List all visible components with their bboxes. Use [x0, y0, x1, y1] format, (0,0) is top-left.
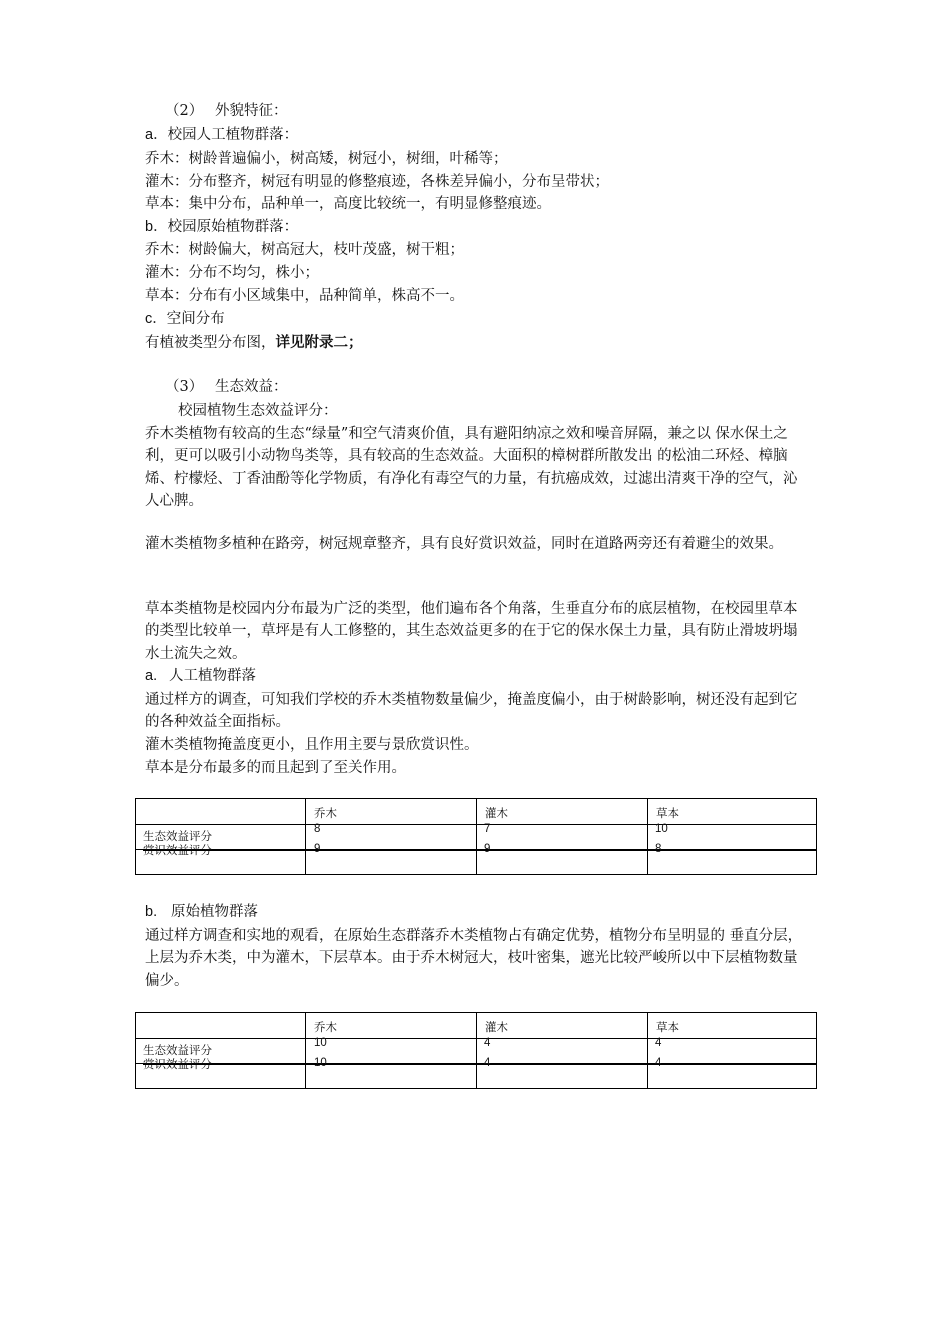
table2-row1-label: 生态效益评分 — [143, 1045, 212, 1057]
section3-title: 生态效益： — [215, 379, 288, 395]
section3-heading — [165, 376, 288, 398]
artificial-paragraph-2: 灌木类植物掩盖度更小，且作用主要与景欣赏识性。 — [145, 737, 479, 753]
shrub-paragraph: 灌木类植物多植种在路旁，树冠规章整齐，具有良好赏识效益，同时在道路两旁还有着避尘的效果。 — [145, 536, 783, 552]
table2-row1-herb: 4 — [655, 1037, 662, 1049]
table1-row1-tree: 8 — [314, 823, 321, 835]
table2-row2-herb: 4 — [655, 1057, 662, 1069]
table1-overlap-line — [143, 850, 817, 851]
section3-b-label: b. — [145, 904, 158, 920]
table-header-shrub: 灌木 — [477, 1013, 648, 1039]
table1-row1-shrub: 7 — [484, 823, 491, 835]
section2-a-heading — [145, 124, 298, 146]
original-tree-line: 乔木：树龄偏大，树高冠大，枝叶茂盛，树干粗； — [145, 242, 464, 258]
table-corner-cell — [136, 799, 306, 825]
herb-paragraph: 草本类植物是校园内分布最为广泛的类型，他们遍布各个角落，生垂直分布的底层植物，在校园里草本的类型比较单一，草坪是有人工修整的，其生态效益更多的在于它的保水保土力量，具有防止滑坡坍塌水土流失之效。 — [145, 601, 798, 662]
table2-row2-label: 赏识效益评分 — [143, 1059, 212, 1071]
table-header-shrub: 灌木 — [477, 799, 648, 825]
section3-a-title: 人工植物群落 — [169, 668, 256, 684]
section2-a-label: a． — [145, 127, 168, 143]
section3-subtitle: 校园植物生态效益评分： — [178, 403, 338, 419]
section2-title: 外貌特征： — [215, 103, 288, 119]
original-score-table — [135, 1012, 817, 1089]
table2-row2-tree: 10 — [314, 1057, 327, 1069]
artificial-paragraph-1: 通过样方的调查，可知我们学校的乔木类植物数量偏少，掩盖度偏小，由于树龄影响，树还没有起到它的各种效益全面指标。 — [145, 692, 798, 731]
table2-overlap-line — [143, 1064, 817, 1065]
table-header-herb: 草本 — [648, 1013, 817, 1039]
artificial-shrub-line: 灌木：分布整齐，树冠有明显的修整痕迹，各株差异偏小，分布呈带状； — [145, 174, 609, 190]
table-row — [136, 825, 817, 850]
distribution-text: 有植被类型分布图， — [145, 335, 276, 351]
table-row — [136, 1064, 817, 1089]
table1-row2-herb: 8 — [655, 843, 662, 855]
section2-b-label: b． — [145, 219, 168, 235]
table-header-row — [136, 1013, 817, 1039]
appendix-reference: 详见附录二； — [275, 334, 363, 351]
original-paragraph-1: 通过样方调查和实地的观看，在原始生态群落乔木类植物占有确定优势，植物分布呈明显的 垂直分层，上层为乔木类，中为灌木，下层草本。由于乔木树冠大，枝叶密集，遮光比较严峻所以中下层植物数量偏少。 — [145, 928, 803, 989]
table-row — [136, 850, 817, 875]
table-header-tree: 乔木 — [306, 1013, 477, 1039]
table-row — [136, 1039, 817, 1064]
table2-row2-shrub: 4 — [484, 1057, 491, 1069]
tree-paragraph: 乔木类植物有较高的生态“绿量”和空气清爽价值，具有避阳纳凉之效和噪音屏隔，兼之以 保水保土之利，更可以吸引小动物鸟类等，具有较高的生态效益。大面积的樟树群所散发出 的松油二环烃、樟脑烯、柠檬烃、丁香油酚等化学物质，有净化有毒空气的力量，有抗癌成效，过滤出清爽干净的空气，沁人心脾。 — [145, 426, 798, 510]
section2-heading — [165, 100, 288, 122]
section2-a-title: 校园人工植物群落： — [167, 127, 299, 143]
table-header-row — [136, 799, 817, 825]
table1-row2-label: 赏识效益评分 — [143, 845, 212, 857]
original-herb-line: 草本：分布有小区域集中，品种简单，株高不一。 — [145, 288, 464, 304]
table-header-herb: 草本 — [648, 799, 817, 825]
section2-number: （2） — [165, 103, 204, 119]
artificial-tree-line: 乔木：树龄普遍偏小，树高矮，树冠小，树细，叶稀等； — [145, 151, 508, 167]
section3-number: （3） — [165, 379, 204, 395]
table2-row1-tree: 10 — [314, 1037, 327, 1049]
table1-row1-label: 生态效益评分 — [143, 831, 212, 843]
artificial-herb-line: 草本：集中分布，品种单一，高度比较统一，有明显修整痕迹。 — [145, 196, 551, 212]
section3-b-title: 原始植物群落 — [171, 904, 258, 920]
section2-c-heading — [145, 308, 225, 330]
section3-b-heading — [145, 901, 258, 923]
section3-a-label: a. — [145, 668, 158, 684]
section3-a-heading — [145, 665, 256, 687]
table1-row2-tree: 9 — [314, 843, 321, 855]
section2-b-heading — [145, 216, 298, 238]
section2-c-title: 空间分布 — [166, 311, 225, 327]
section2-b-title: 校园原始植物群落： — [167, 219, 299, 235]
distribution-line — [145, 332, 363, 354]
table2-row1-shrub: 4 — [484, 1037, 491, 1049]
table1-row1-herb: 10 — [655, 823, 668, 835]
artificial-paragraph-3: 草本是分布最多的而且起到了至关作用。 — [145, 760, 406, 776]
section2-c-label: c． — [145, 311, 167, 327]
table1-row2-shrub: 9 — [484, 843, 491, 855]
artificial-score-table — [135, 798, 817, 875]
table-header-tree: 乔木 — [306, 799, 477, 825]
table-corner-cell — [136, 1013, 306, 1039]
original-shrub-line: 灌木：分布不均匀，株小； — [145, 265, 319, 281]
